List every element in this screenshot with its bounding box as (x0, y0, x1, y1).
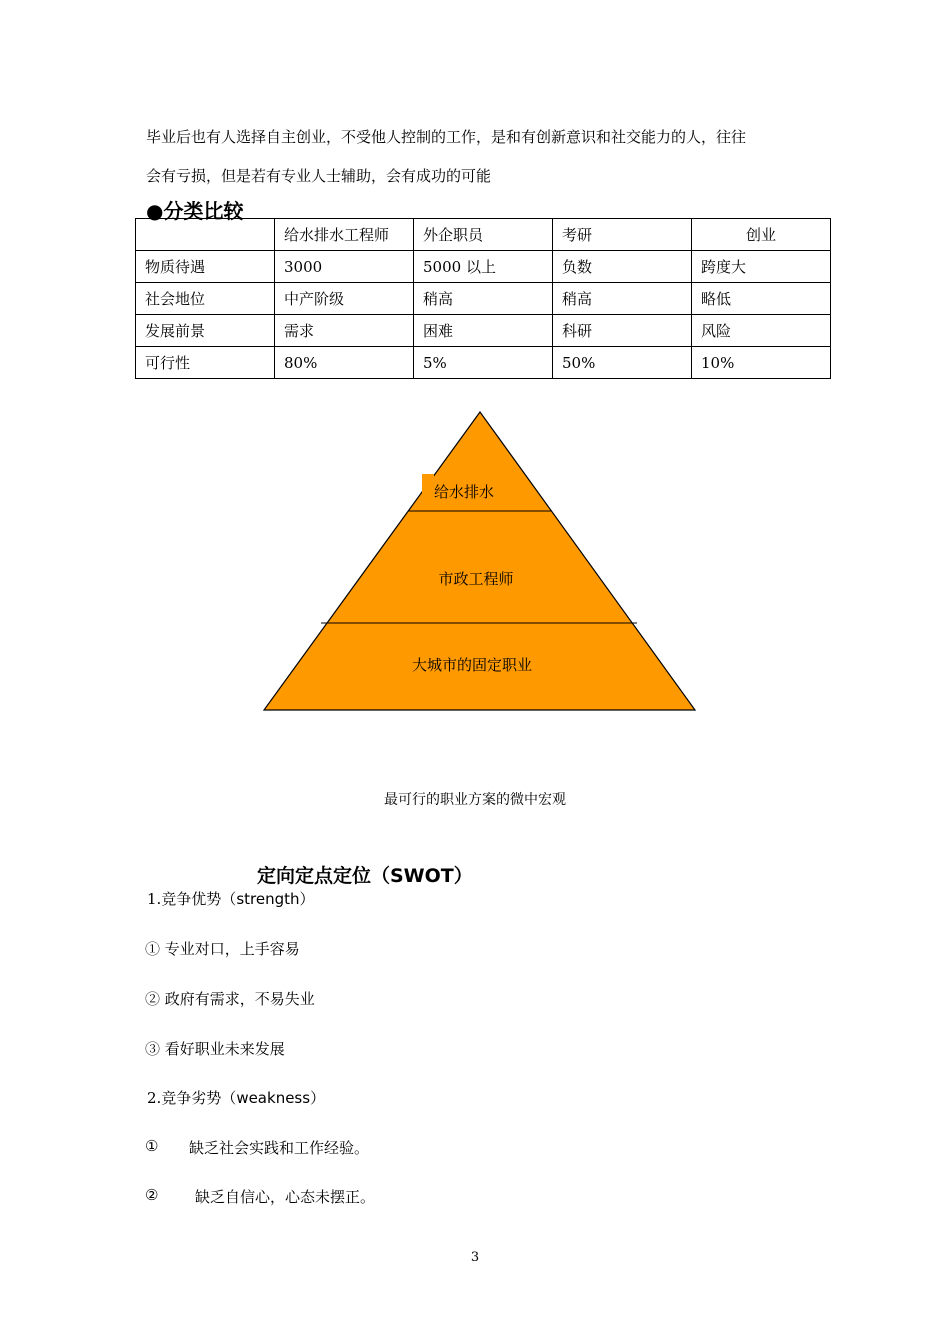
table-cell: 3000 (275, 251, 414, 283)
table-cell: 50% (553, 347, 692, 379)
table-cell: 社会地位 (136, 283, 275, 315)
table-cell: 可行性 (136, 347, 275, 379)
page-number: 3 (470, 1250, 480, 1265)
table-cell: 物质待遇 (136, 251, 275, 283)
table-header-cell: 考研 (553, 219, 692, 251)
table-cell: 稍高 (553, 283, 692, 315)
table-cell: 略低 (692, 283, 831, 315)
weakness-heading-num: 2.竞争劣势（ (147, 1089, 237, 1107)
table-cell: 风险 (692, 315, 831, 347)
table-cell: 10% (692, 347, 831, 379)
weakness-heading (147, 1087, 325, 1108)
table-cell: 5% (414, 347, 553, 379)
pyramid-caption: 最可行的职业方案的微中宏观 (384, 792, 566, 808)
table-cell: 发展前景 (136, 315, 275, 347)
weakness-heading-en: weakness (236, 1089, 311, 1107)
list-item: ① (145, 1137, 159, 1155)
list-item: ① 专业对口，上手容易 (145, 940, 300, 958)
table-cell: 稍高 (414, 283, 553, 315)
section-title-compare: ●分类比较 (146, 199, 244, 223)
list-item: ③ 看好职业未来发展 (145, 1040, 285, 1058)
strength-heading-en: strength (236, 890, 300, 908)
table-cell: 需求 (275, 315, 414, 347)
pyramid-level-bottom: 大城市的固定职业 (411, 656, 533, 674)
table-cell: 负数 (553, 251, 692, 283)
weakness-heading-end: ） (310, 1089, 326, 1107)
strength-heading-num: 1.竞争优势（ (147, 890, 237, 908)
table-header-cell: 给水排水工程师 (275, 219, 414, 251)
strength-heading (147, 888, 315, 909)
intro-line-1: 毕业后也有人选择自主创业，不受他人控制的工作，是和有创新意识和社交能力的人，往往 (146, 128, 747, 146)
list-item: ② 政府有需求，不易失业 (145, 990, 315, 1008)
table-header-cell: 外企职员 (414, 219, 553, 251)
pyramid-level-top: 给水排水 (434, 483, 495, 501)
list-item-text: 缺乏社会实践和工作经验。 (189, 1139, 370, 1157)
table-cell: 中产阶级 (275, 283, 414, 315)
list-item-text: 缺乏自信心，心态未摆正。 (195, 1188, 376, 1206)
strength-heading-end: ） (299, 890, 315, 908)
table-header-cell: 创业 (692, 219, 831, 251)
table-cell: 80% (275, 347, 414, 379)
intro-line-2: 会有亏损，但是若有专业人士辅助，会有成功的可能 (146, 167, 492, 185)
table-cell: 困难 (414, 315, 553, 347)
pyramid-level-middle: 市政工程师 (438, 570, 514, 588)
table-cell: 科研 (553, 315, 692, 347)
pyramid-top-label-box (422, 474, 434, 506)
table-cell: 跨度大 (692, 251, 831, 283)
table-cell: 5000 以上 (414, 251, 553, 283)
swot-title: 定向定点定位（SWOT） (257, 865, 473, 887)
list-item: ② (145, 1186, 159, 1204)
